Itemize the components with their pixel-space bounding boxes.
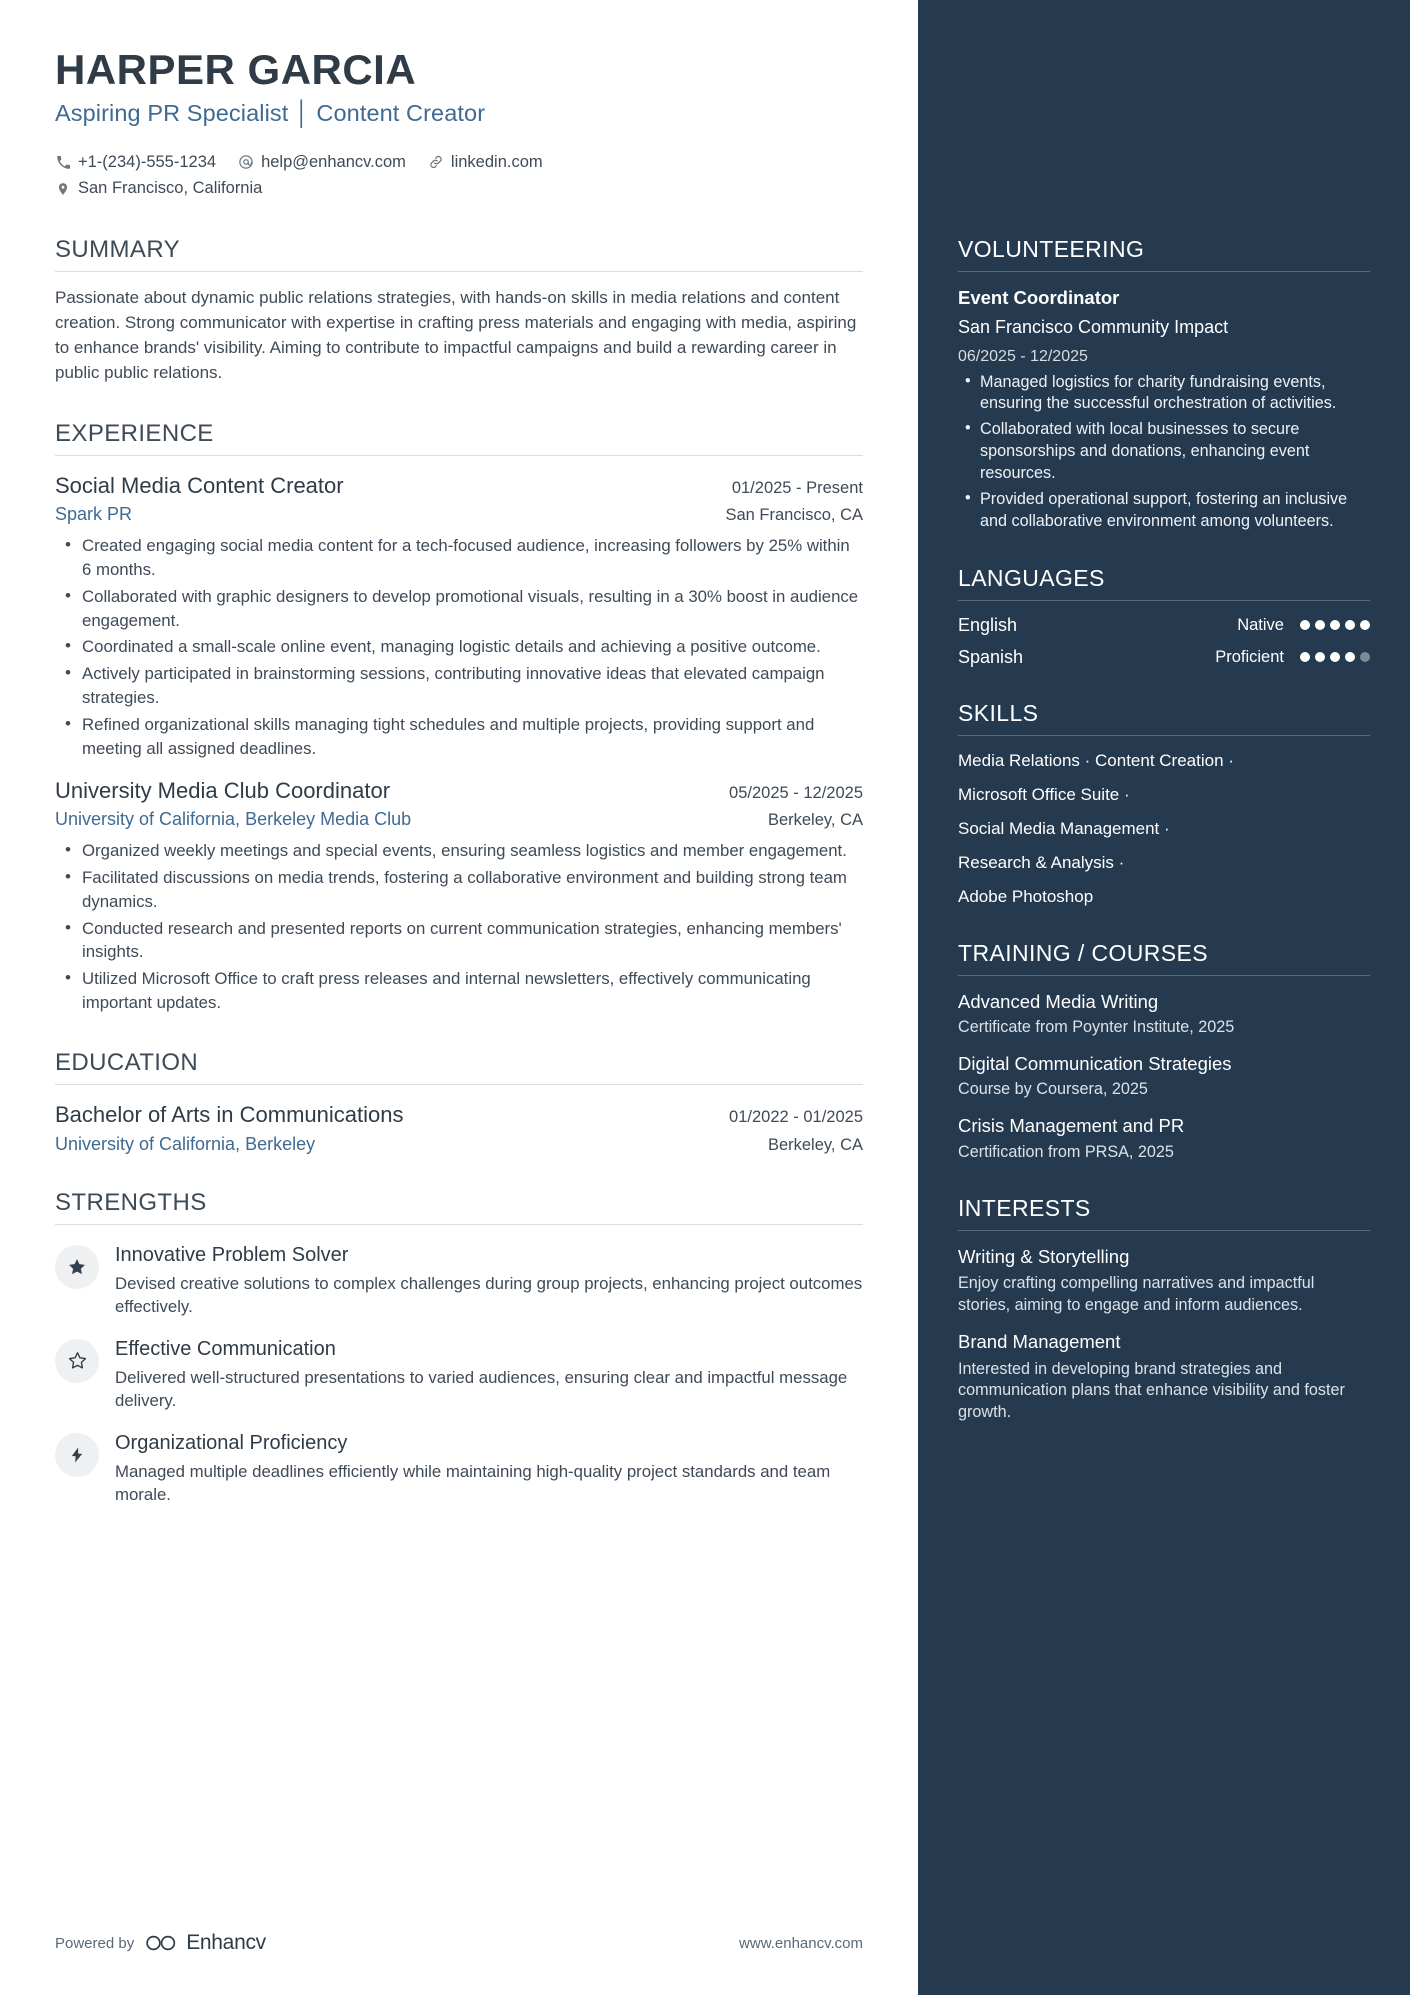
sidebar-section-title-volunteering: VOLUNTEERING (958, 236, 1370, 272)
experience-job-title: University Media Club Coordinator (55, 777, 391, 803)
star-outline-icon (55, 1339, 99, 1383)
list-item: • Created engaging social media content for a tech-focused audience, increasing followers by 25% within 6 months. (82, 534, 863, 582)
footer-website[interactable]: www.enhancv.com (739, 1934, 863, 1952)
contact-phone-text: +1-(234)-555-1234 (78, 153, 217, 172)
course-subtitle: Course by Coursera, 2025 (958, 1080, 1148, 1099)
language-rating (1300, 620, 1370, 630)
experience-entry (55, 472, 863, 761)
experience-entry-subheader (55, 809, 863, 830)
skill-line: Media Relations · Content Creation · (958, 750, 1234, 770)
strength-title: Innovative Problem Solver (115, 1243, 349, 1266)
headline: Aspiring PR Specialist │ Content Creator (55, 100, 486, 127)
strength-description: Delivered well-structured presentations to varied audiences, ensuring clear and impactful message delivery. (115, 1367, 848, 1411)
phone-icon (55, 154, 71, 170)
experience-company: Spark PR (55, 504, 133, 524)
interest-item (958, 1245, 1370, 1317)
experience-bullets (55, 534, 863, 761)
interest-description: Interested in developing brand strategies and communication plans that enhance visibility and foster growth. (958, 1359, 1345, 1422)
email-icon (238, 154, 254, 170)
strength-title: Organizational Proficiency (115, 1431, 348, 1454)
volunteering-date: 06/2025 - 12/2025 (958, 347, 1088, 365)
rating-dot (1345, 620, 1355, 630)
rating-dot (1315, 652, 1325, 662)
experience-bullets (55, 839, 863, 1015)
experience-job-title: Social Media Content Creator (55, 472, 344, 498)
strength-item (55, 1431, 863, 1507)
list-item: • Collaborated with graphic designers to develop promotional visuals, resulting in a 30% boost in audience engagement. (82, 585, 863, 633)
enhancv-logo (145, 1931, 266, 1955)
skill-line: Adobe Photoshop (958, 886, 1094, 906)
list-item: • Organized weekly meetings and special events, ensuring seamless logistics and member engagement. (82, 839, 863, 863)
list-item: • Utilized Microsoft Office to craft press releases and internal newsletters, effectively communicating important updates. (82, 967, 863, 1015)
list-item: • Actively participated in brainstorming sessions, contributing innovative ideas that elevated campaign strategies. (82, 662, 863, 710)
rating-dot (1315, 620, 1325, 630)
experience-date: 01/2025 - Present (731, 478, 863, 497)
list-item: • Facilitated discussions on media trends, fostering a collaborative environment and building strong team dynamics. (82, 866, 863, 914)
rating-dot (1300, 620, 1310, 630)
powered-by-label: Powered by (55, 1934, 135, 1952)
page-title: HARPER GARCIA (55, 46, 417, 93)
list-item: • Coordinated a small-scale online event, managing logistic details and achieving a positive outcome. (82, 635, 863, 659)
strength-item (55, 1243, 863, 1319)
sidebar-section-title-languages: LANGUAGES (958, 565, 1370, 601)
strength-body (115, 1243, 863, 1319)
section-title-summary: SUMMARY (55, 236, 863, 272)
education-entry-header (55, 1101, 863, 1129)
star-filled-icon (55, 1245, 99, 1289)
list-item: • Refined organizational skills managing tight schedules and multiple projects, providing support and meeting all assigned deadlines. (82, 713, 863, 761)
list-item: • Collaborated with local businesses to secure sponsorships and donations, enhancing event resources. (980, 419, 1370, 485)
experience-company: University of California, Berkeley Media Club (55, 809, 412, 830)
summary-text: Passionate about dynamic public relations strategies, with hands-on skills in media relations and content creation. Strong communicator with expertise in crafting press materials and engaging with media, aspiring to enhance brands' visibility. Aiming to contribute to impactful campaigns and build a rewarding career in public public relations. (55, 287, 857, 383)
rating-dot (1360, 652, 1370, 662)
sidebar-section-title-training: TRAINING / COURSES (958, 940, 1370, 976)
section-title-strengths: STRENGTHS (55, 1189, 863, 1225)
language-item (958, 615, 1370, 636)
course-title: Digital Communication Strategies (958, 1053, 1232, 1075)
contact-location (55, 175, 863, 201)
list-item: • Provided operational support, fostering an inclusive and collaborative environment among volunteers. (980, 489, 1370, 533)
interest-title: Writing & Storytelling (958, 1245, 1130, 1267)
interest-title: Brand Management (958, 1331, 1121, 1353)
link-icon (428, 154, 444, 170)
contact-linkedin[interactable] (428, 149, 543, 175)
rating-dot (1330, 620, 1340, 630)
contact-linkedin-text: linkedin.com (450, 153, 543, 172)
section-title-education: EDUCATION (55, 1049, 863, 1085)
strength-title: Effective Communication (115, 1337, 336, 1360)
course-item (958, 1114, 1370, 1162)
contact-phone[interactable] (55, 149, 216, 175)
powered-by (55, 1931, 266, 1955)
experience-entry-subheader (55, 504, 863, 525)
lightning-bolt-icon (55, 1433, 99, 1477)
language-rating (1300, 652, 1370, 662)
contact-email[interactable] (238, 149, 406, 175)
list-item: • Conducted research and presented reports on current communication strategies, enhancing members' insights. (82, 917, 863, 965)
experience-entry-header (55, 777, 863, 805)
experience-location: San Francisco, CA (725, 506, 863, 524)
education-entry-subheader (55, 1134, 863, 1155)
resume-sidebar (918, 0, 1410, 1995)
brand-name: Enhancv (186, 1931, 266, 1954)
language-name: English (958, 614, 1018, 635)
volunteering-org: San Francisco Community Impact (958, 317, 1229, 338)
section-title-experience: EXPERIENCE (55, 420, 863, 456)
list-item: • Managed logistics for charity fundraising events, ensuring the successful orchestration of activities. (980, 372, 1370, 416)
volunteering-role: Event Coordinator (958, 287, 1120, 308)
sidebar-section-title-interests: INTERESTS (958, 1195, 1370, 1231)
rating-dot (1360, 620, 1370, 630)
skill-line: Research & Analysis · (958, 852, 1125, 872)
course-item (958, 1052, 1370, 1100)
course-item (958, 990, 1370, 1038)
strength-description: Devised creative solutions to complex challenges during group projects, enhancing project outcomes effectively. (115, 1273, 863, 1317)
language-level: Native (1237, 615, 1284, 634)
skill-line: Microsoft Office Suite · (958, 784, 1130, 804)
sidebar-section-title-skills: SKILLS (958, 700, 1370, 736)
education-entry (55, 1101, 863, 1155)
interest-item (958, 1330, 1370, 1424)
education-degree: Bachelor of Arts in Communications (55, 1102, 404, 1127)
volunteering-entry (958, 286, 1370, 533)
location-pin-icon (55, 181, 71, 197)
course-subtitle: Certification from PRSA, 2025 (958, 1142, 1174, 1161)
education-school: University of California, Berkeley (55, 1133, 316, 1154)
rating-dot (1330, 652, 1340, 662)
language-name: Spanish (958, 646, 1024, 667)
strength-item (55, 1337, 863, 1413)
strength-description: Managed multiple deadlines efficiently while maintaining high-quality project standards and team morale. (115, 1461, 831, 1505)
course-title: Advanced Media Writing (958, 991, 1159, 1012)
language-level: Proficient (1215, 647, 1284, 666)
experience-location: Berkeley, CA (767, 811, 863, 830)
course-subtitle: Certificate from Poynter Institute, 2025 (958, 1018, 1235, 1037)
strength-body (115, 1337, 863, 1413)
education-date: 01/2022 - 01/2025 (729, 1108, 863, 1126)
experience-entry-header (55, 472, 863, 500)
contact-email-text: help@enhancv.com (261, 153, 406, 172)
rating-dot (1345, 652, 1355, 662)
language-item (958, 647, 1370, 668)
rating-dot (1300, 652, 1310, 662)
strength-body (115, 1431, 863, 1507)
interest-description: Enjoy crafting compelling narratives and impactful stories, aiming to engage and inform audiences. (958, 1273, 1315, 1314)
footer (55, 1931, 863, 1955)
education-location: Berkeley, CA (767, 1135, 863, 1154)
contact-location-text: San Francisco, California (78, 179, 263, 198)
experience-date: 05/2025 - 12/2025 (729, 783, 863, 802)
contact-info (55, 149, 863, 202)
experience-entry (55, 777, 863, 1015)
volunteering-bullets (958, 372, 1370, 533)
skill-line: Social Media Management · (958, 818, 1170, 838)
course-title: Crisis Management and PR (958, 1115, 1185, 1137)
